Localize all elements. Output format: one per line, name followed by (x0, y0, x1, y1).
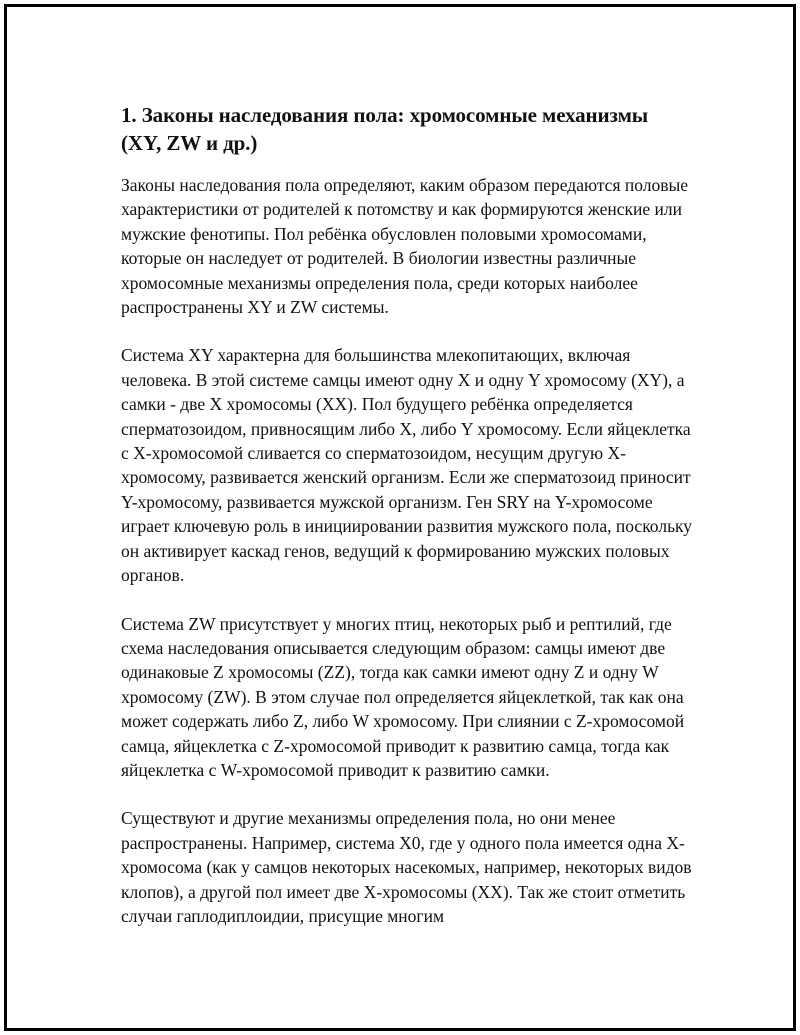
paragraph-other-systems: Существуют и другие механизмы определения пола, но они менее распространены. Например, система X0, где у одного пола имеется одна X-хромосома (как у самцов некоторых насекомых, например, некоторых видов клопов), а другой пол имеет две X-хромосомы (XX). Так же стоит отметить случаи гаплодиплоидии, присущие многим (121, 808, 692, 926)
paragraph-zw-system: Система ZW присутствует у многих птиц, некоторых рыб и рептилий, где схема наследования описывается следующим образом: самцы имеют две одинаковые Z хромосомы (ZZ), тогда как самки имеют одну Z и одну W хромосому (ZW). В этом случае пол определяется яйцеклеткой, так как она может содержать либо Z, либо W хромосому. При слиянии с Z-хромосомой самца, яйцеклетка с Z-хромосомой приводит к развитию самца, тогда как яйцеклетка с W-хромосомой приводит к развитию самки. (121, 613, 685, 780)
page-frame (4, 4, 796, 1031)
paragraph-xy-system: Система XY характерна для большинства млекопитающих, включая человека. В этой системе самцы имеют одну X и одну Y хромосому (XY), а самки - две X хромосомы (XX). Пол будущего ребёнка определяется сперматозоидом, привносящим либо X, либо Y хромосому. Если яйцеклетка с X-хромосомой сливается со сперматозоидом, несущим другую X-хромосому, развивается женский организм. Если же сперматозоид приносит Y-хромосому, развивается мужской организм. Ген SRY на Y-хромосоме играет ключевую роль в инициировании развития мужского пола, поскольку он активирует каскад генов, ведущий к формированию мужских половых органов. (121, 345, 693, 586)
document-body (121, 101, 693, 952)
section-heading: 1. Законы наследования пола: хромосомные механизмы (XY, ZW и др.) (121, 103, 649, 155)
paragraph-intro: Законы наследования пола определяют, каким образом передаются половые характеристики от родителей к потомству и как формируются женские или мужские фенотипы. Пол ребёнка обусловлен половыми хромосомами, которые он наследует от родителей. В биологии известны различные хромосомные механизмы определения пола, среди которых наиболее распространены XY и ZW системы. (121, 175, 689, 318)
